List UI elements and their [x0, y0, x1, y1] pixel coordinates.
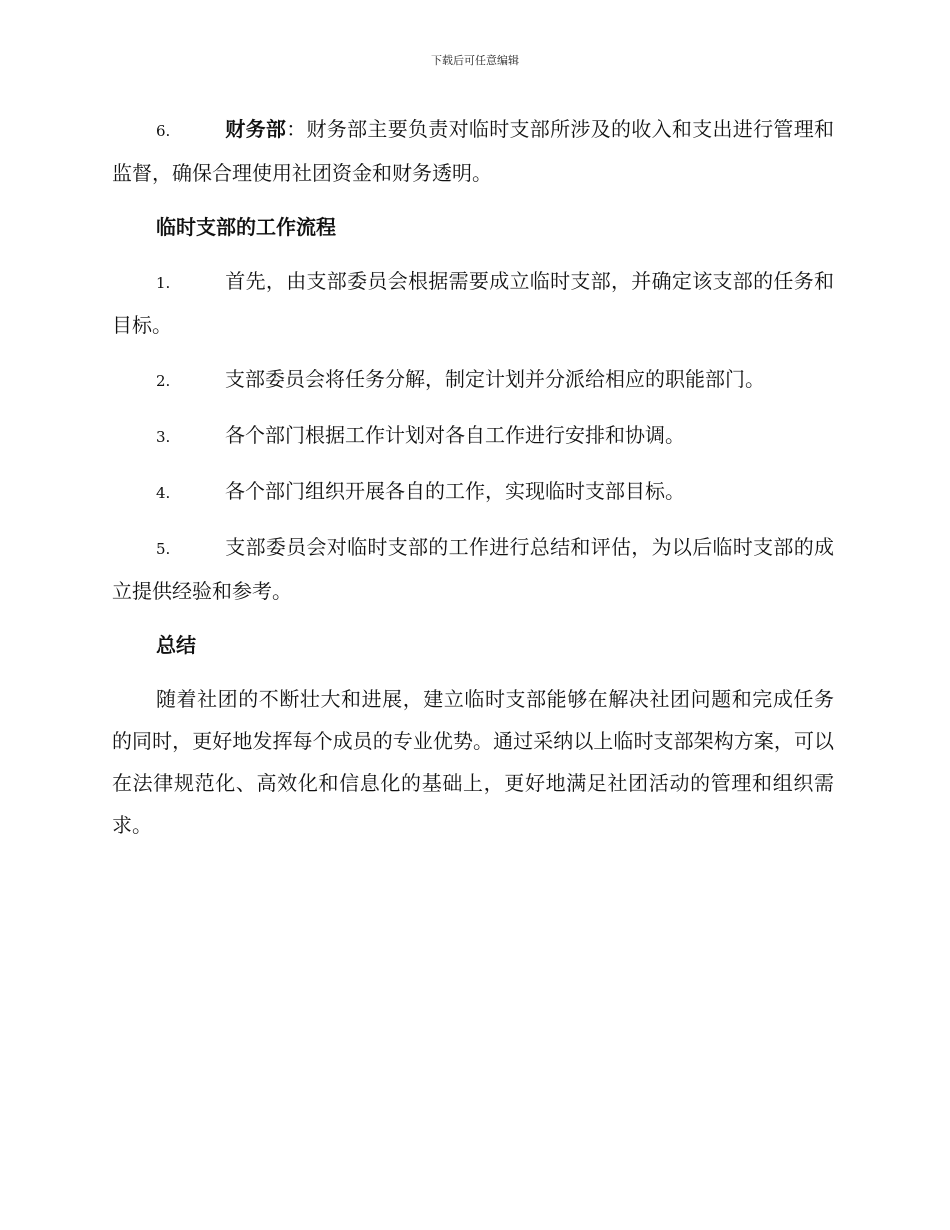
list-number: 3. — [156, 428, 171, 446]
document-body — [112, 108, 834, 858]
list-item — [112, 526, 834, 612]
finance-term: 财务部 — [225, 117, 287, 141]
list-item-text: 支部委员会将任务分解，制定计划并分派给相应的职能部门。 — [225, 367, 765, 391]
list-item — [112, 260, 834, 346]
list-item-text: 各个部门组织开展各自的工作，实现临时支部目标。 — [225, 479, 685, 503]
list-item-text: 首先，由支部委员会根据需要成立临时支部，并确定该支部的任务和目标。 — [112, 269, 834, 337]
list-item-text: 各个部门根据工作计划对各自工作进行安排和协调。 — [225, 423, 685, 447]
page-header-note: 下载后可任意编辑 — [431, 54, 519, 67]
workflow-heading: 临时支部的工作流程 — [156, 215, 336, 239]
list-number: 1. — [156, 274, 171, 292]
summary-paragraph: 随着社团的不断壮大和进展，建立临时支部能够在解决社团问题和完成任务的同时，更好地发挥每个成员的专业优势。通过采纳以上临时支部架构方案，可以在法律规范化、高效化和信息化的基础上，更好地满足社团活动的管理和组织需求。 — [112, 687, 834, 837]
list-number: 4. — [156, 484, 171, 502]
finance-description: ：财务部主要负责对临时支部所涉及的收入和支出进行管理和监督，确保合理使用社团资金和财务透明。 — [112, 117, 835, 185]
list-number: 2. — [156, 372, 171, 390]
list-number: 6. — [156, 122, 171, 140]
list-item — [112, 470, 834, 514]
list-item-text: 支部委员会对临时支部的工作进行总结和评估，为以后临时支部的成立提供经验和参考。 — [112, 535, 834, 603]
list-item — [112, 358, 834, 402]
summary-heading: 总结 — [156, 633, 196, 657]
list-number: 5. — [156, 540, 171, 558]
list-item-finance — [112, 108, 834, 194]
list-item — [112, 414, 834, 458]
